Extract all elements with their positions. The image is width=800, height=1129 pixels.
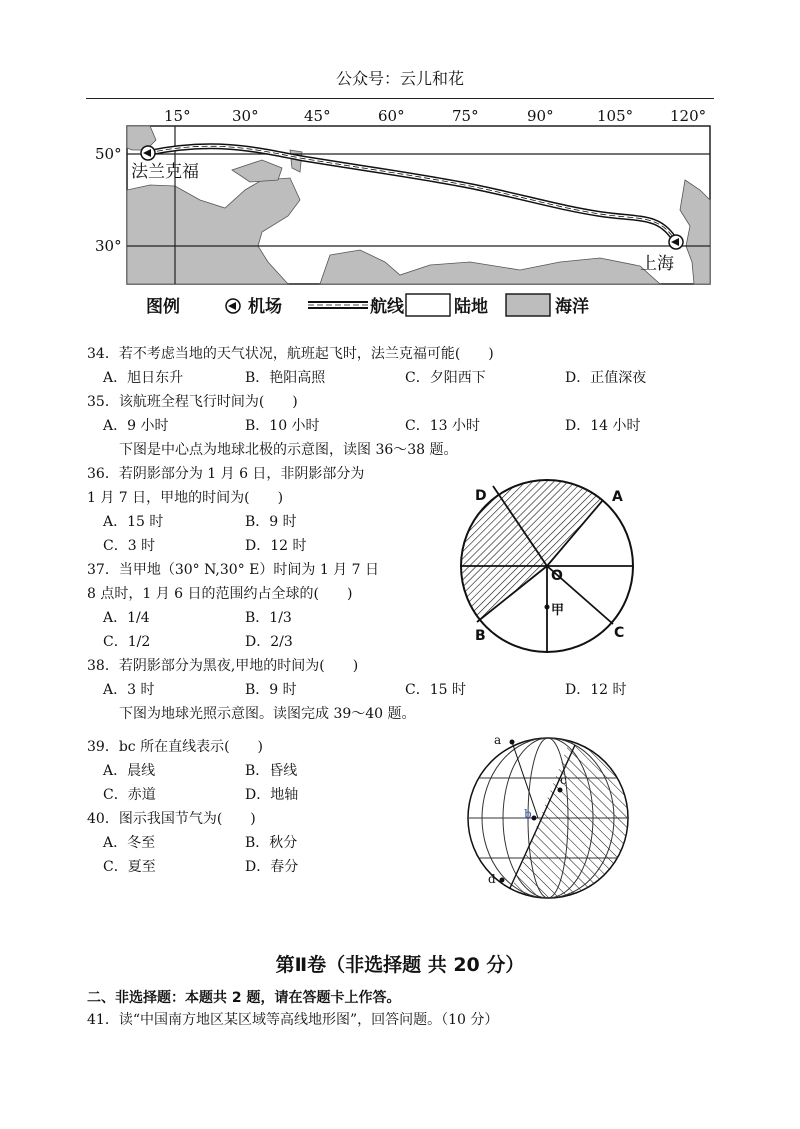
- part2-instruction: 二、非选择题：本题共 2 题，请在答题卡上作答。: [87, 990, 401, 1006]
- label-A: A: [612, 489, 623, 505]
- q36-option-d[interactable]: D．12 时: [245, 538, 307, 554]
- airport-shanghai-icon: [669, 235, 683, 249]
- q35-stem: 35．该航班全程飞行时间为( ): [87, 394, 298, 410]
- lon-label: 30°: [232, 107, 259, 125]
- q37-option-c[interactable]: C．1/2: [103, 634, 151, 650]
- q40-option-a[interactable]: A．冬至: [103, 835, 156, 851]
- watermark-header: 公众号：云儿和花: [335, 69, 464, 88]
- legend-ocean-swatch: [506, 294, 550, 316]
- q36-option-b[interactable]: B．9 时: [245, 514, 297, 530]
- q39-option-c[interactable]: C．赤道: [103, 787, 156, 803]
- part2-title: 第Ⅱ卷（非选择题 共 20 分）: [275, 954, 525, 976]
- q40-stem: 40．图示我国节气为( ): [87, 811, 256, 827]
- q34-option-c[interactable]: C．夕阳西下: [405, 370, 486, 386]
- q34-stem: 34．若不考虑当地的天气状况，航班起飞时，法兰克福可能( ): [87, 346, 494, 362]
- q37-option-d[interactable]: D．2/3: [245, 634, 293, 650]
- polar-day-diagram: [455, 474, 645, 654]
- q40-option-b[interactable]: B．秋分: [245, 835, 298, 851]
- q34-option-b[interactable]: B．艳阳高照: [245, 370, 326, 386]
- lon-label: 120°: [670, 107, 707, 125]
- label-b: b: [524, 807, 532, 821]
- q40-option-c[interactable]: C．夏至: [103, 859, 156, 875]
- legend-route-label: 航线: [370, 297, 404, 317]
- q35-option-a[interactable]: A．9 小时: [103, 418, 169, 434]
- label-a: a: [494, 733, 502, 747]
- label-B: B: [475, 628, 486, 644]
- lon-label: 60°: [378, 107, 405, 125]
- q38-stem: 38．若阴影部分为黑夜,甲地的时间为( ): [87, 658, 359, 674]
- lat-label: 50°: [95, 145, 122, 163]
- legend-ocean-label: 海洋: [555, 297, 589, 317]
- q37-stem-line2: 8 点时，1 月 6 日的范围约占全球的( ): [87, 586, 353, 602]
- legend-title: 图例: [146, 297, 180, 317]
- longitude-labels: [164, 107, 706, 125]
- legend-land-label: 陆地: [454, 297, 488, 317]
- q35-option-b[interactable]: B．10 小时: [245, 418, 320, 434]
- lon-label: 105°: [597, 107, 634, 125]
- q37-option-b[interactable]: B．1/3: [245, 610, 292, 626]
- label-C: C: [614, 625, 625, 641]
- q34-option-a[interactable]: A．旭日东升: [103, 370, 184, 386]
- q39-option-b[interactable]: B．昏线: [245, 763, 298, 779]
- lon-label: 15°: [164, 107, 191, 125]
- label-jia: 甲: [551, 603, 565, 618]
- q38-option-a[interactable]: A．3 时: [103, 682, 155, 698]
- q40-option-d[interactable]: D．春分: [245, 859, 299, 875]
- q36-stem-line2: 1 月 7 日，甲地的时间为( ): [87, 490, 284, 506]
- q38-option-b[interactable]: B．9 时: [245, 682, 297, 698]
- q37-option-a[interactable]: A．1/4: [103, 610, 150, 626]
- lon-label: 75°: [452, 107, 479, 125]
- q39-option-d[interactable]: D．地轴: [245, 787, 299, 803]
- label-O: O: [551, 568, 563, 584]
- q38-option-c[interactable]: C．15 时: [405, 682, 466, 698]
- legend-airport-icon: [226, 299, 240, 313]
- map-legend: [146, 294, 589, 317]
- q38-option-d[interactable]: D．12 时: [565, 682, 627, 698]
- q41-stem: 41．读“中国南方地区某区域等高线地形图”，回答问题。（10 分）: [87, 1012, 499, 1028]
- airport-frankfurt-icon: [141, 146, 155, 160]
- lat-label: 30°: [95, 237, 122, 255]
- q34-option-d[interactable]: D．正值深夜: [565, 370, 647, 386]
- legend-land-swatch: [406, 294, 450, 316]
- q35-option-d[interactable]: D．14 小时: [565, 418, 641, 434]
- q35-option-c[interactable]: C．13 小时: [405, 418, 480, 434]
- q36-stem-line1: 36．若阴影部分为 1 月 6 日，非阴影部分为: [87, 466, 365, 482]
- q36-option-c[interactable]: C．3 时: [103, 538, 156, 554]
- latitude-labels: [95, 145, 122, 255]
- intro-36-38: 下图是中心点为地球北极的示意图，读图 36～38 题。: [119, 442, 458, 458]
- city-shanghai-label: 上海: [640, 254, 674, 274]
- label-c: c: [560, 773, 567, 787]
- flight-route-map: [0, 0, 800, 330]
- q36-option-a[interactable]: A．15 时: [103, 514, 164, 530]
- label-d: d: [488, 872, 496, 886]
- globe-illumination-diagram: [450, 730, 640, 900]
- lon-label: 90°: [527, 107, 554, 125]
- legend-airport-label: 机场: [248, 297, 282, 317]
- legend-route-icon: [308, 301, 368, 309]
- city-frankfurt-label: 法兰克福: [131, 162, 199, 182]
- q37-stem-line1: 37．当甲地（30° N,30° E）时间为 1 月 7 日: [87, 562, 379, 578]
- q39-stem: 39．bc 所在直线表示( ): [87, 739, 263, 755]
- q39-option-a[interactable]: A．晨线: [103, 763, 156, 779]
- lon-label: 45°: [304, 107, 331, 125]
- label-D: D: [475, 488, 487, 504]
- intro-39-40: 下图为地球光照示意图。读图完成 39～40 题。: [119, 706, 416, 722]
